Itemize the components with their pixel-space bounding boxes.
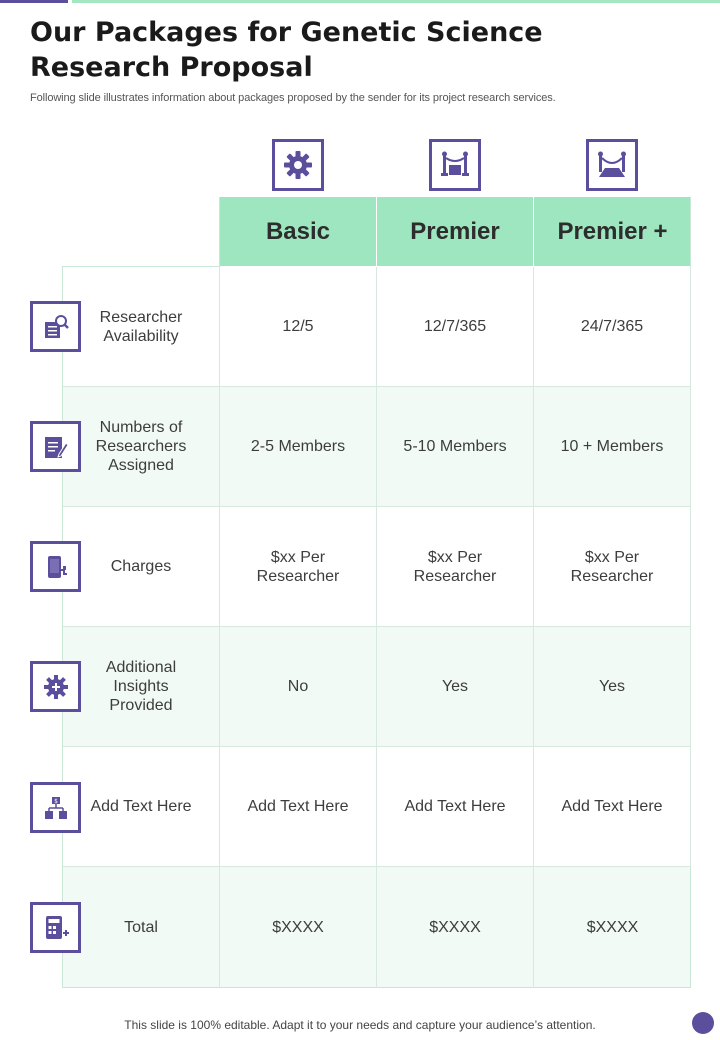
phone-charging-icon bbox=[30, 541, 81, 592]
hierarchy-dollar-icon bbox=[30, 782, 81, 833]
table-cell: Add Text Here bbox=[220, 747, 377, 867]
table-cell: 2-5 Members bbox=[220, 387, 377, 507]
table-cell: 5-10 Members bbox=[377, 387, 534, 507]
table-cell: $xx Per Researcher bbox=[534, 507, 691, 627]
table-cell: 10 + Members bbox=[534, 387, 691, 507]
row-label-charges: Charges bbox=[63, 507, 220, 627]
column-header-premier-plus: Premier + bbox=[534, 197, 691, 266]
table-cell: $xx Per Researcher bbox=[377, 507, 534, 627]
row-label-researcher-availability: Researcher Availability bbox=[63, 267, 220, 387]
page-subtitle: Following slide illustrates information about packages proposed by the sender for its project research services. bbox=[30, 92, 556, 104]
gear-icon bbox=[272, 139, 324, 191]
red-carpet-icon bbox=[429, 139, 481, 191]
row-label-total: Total bbox=[63, 867, 220, 988]
research-book-icon bbox=[30, 301, 81, 352]
stage-icon bbox=[586, 139, 638, 191]
top-accent-bar-left bbox=[0, 0, 68, 3]
table-cell: $XXXX bbox=[586, 919, 639, 936]
column-header-premier: Premier bbox=[377, 197, 533, 266]
table-cell: Yes bbox=[377, 627, 534, 747]
table-cell: $xx Per Researcher bbox=[220, 507, 377, 627]
table-cell: Add Text Here bbox=[377, 747, 534, 867]
header-divider bbox=[376, 197, 377, 266]
svg-text:$: $ bbox=[53, 797, 58, 805]
corner-dot bbox=[692, 1012, 714, 1034]
row-label-additional-insights: Additional Insights Provided bbox=[63, 627, 220, 747]
page-title: Our Packages for Genetic Science Research Proposal bbox=[30, 17, 543, 83]
table-cell: $XXXX bbox=[377, 867, 534, 988]
table-cell: 12/7/365 bbox=[377, 267, 534, 387]
table-cell: Yes bbox=[534, 627, 691, 747]
calculator-icon bbox=[30, 902, 81, 953]
table-cell: 12/5 bbox=[220, 267, 377, 387]
footer-note: This slide is 100% editable. Adapt it to your needs and capture your audience’s attention. bbox=[124, 1018, 596, 1032]
table-cell: Add Text Here bbox=[534, 747, 691, 867]
row-label-add-text: Add Text Here bbox=[63, 747, 220, 867]
header-divider bbox=[533, 197, 534, 266]
table-cell: $XXXX bbox=[220, 867, 377, 988]
column-header-basic: Basic bbox=[220, 197, 376, 266]
row-label-numbers-of-researchers: Numbers of Researchers Assigned bbox=[63, 387, 220, 507]
table-cell: 24/7/365 bbox=[534, 267, 691, 387]
document-edit-icon bbox=[30, 421, 81, 472]
table-cell: No bbox=[220, 627, 377, 747]
gear-plus-icon bbox=[30, 661, 81, 712]
top-accent-bar-right bbox=[72, 0, 720, 3]
